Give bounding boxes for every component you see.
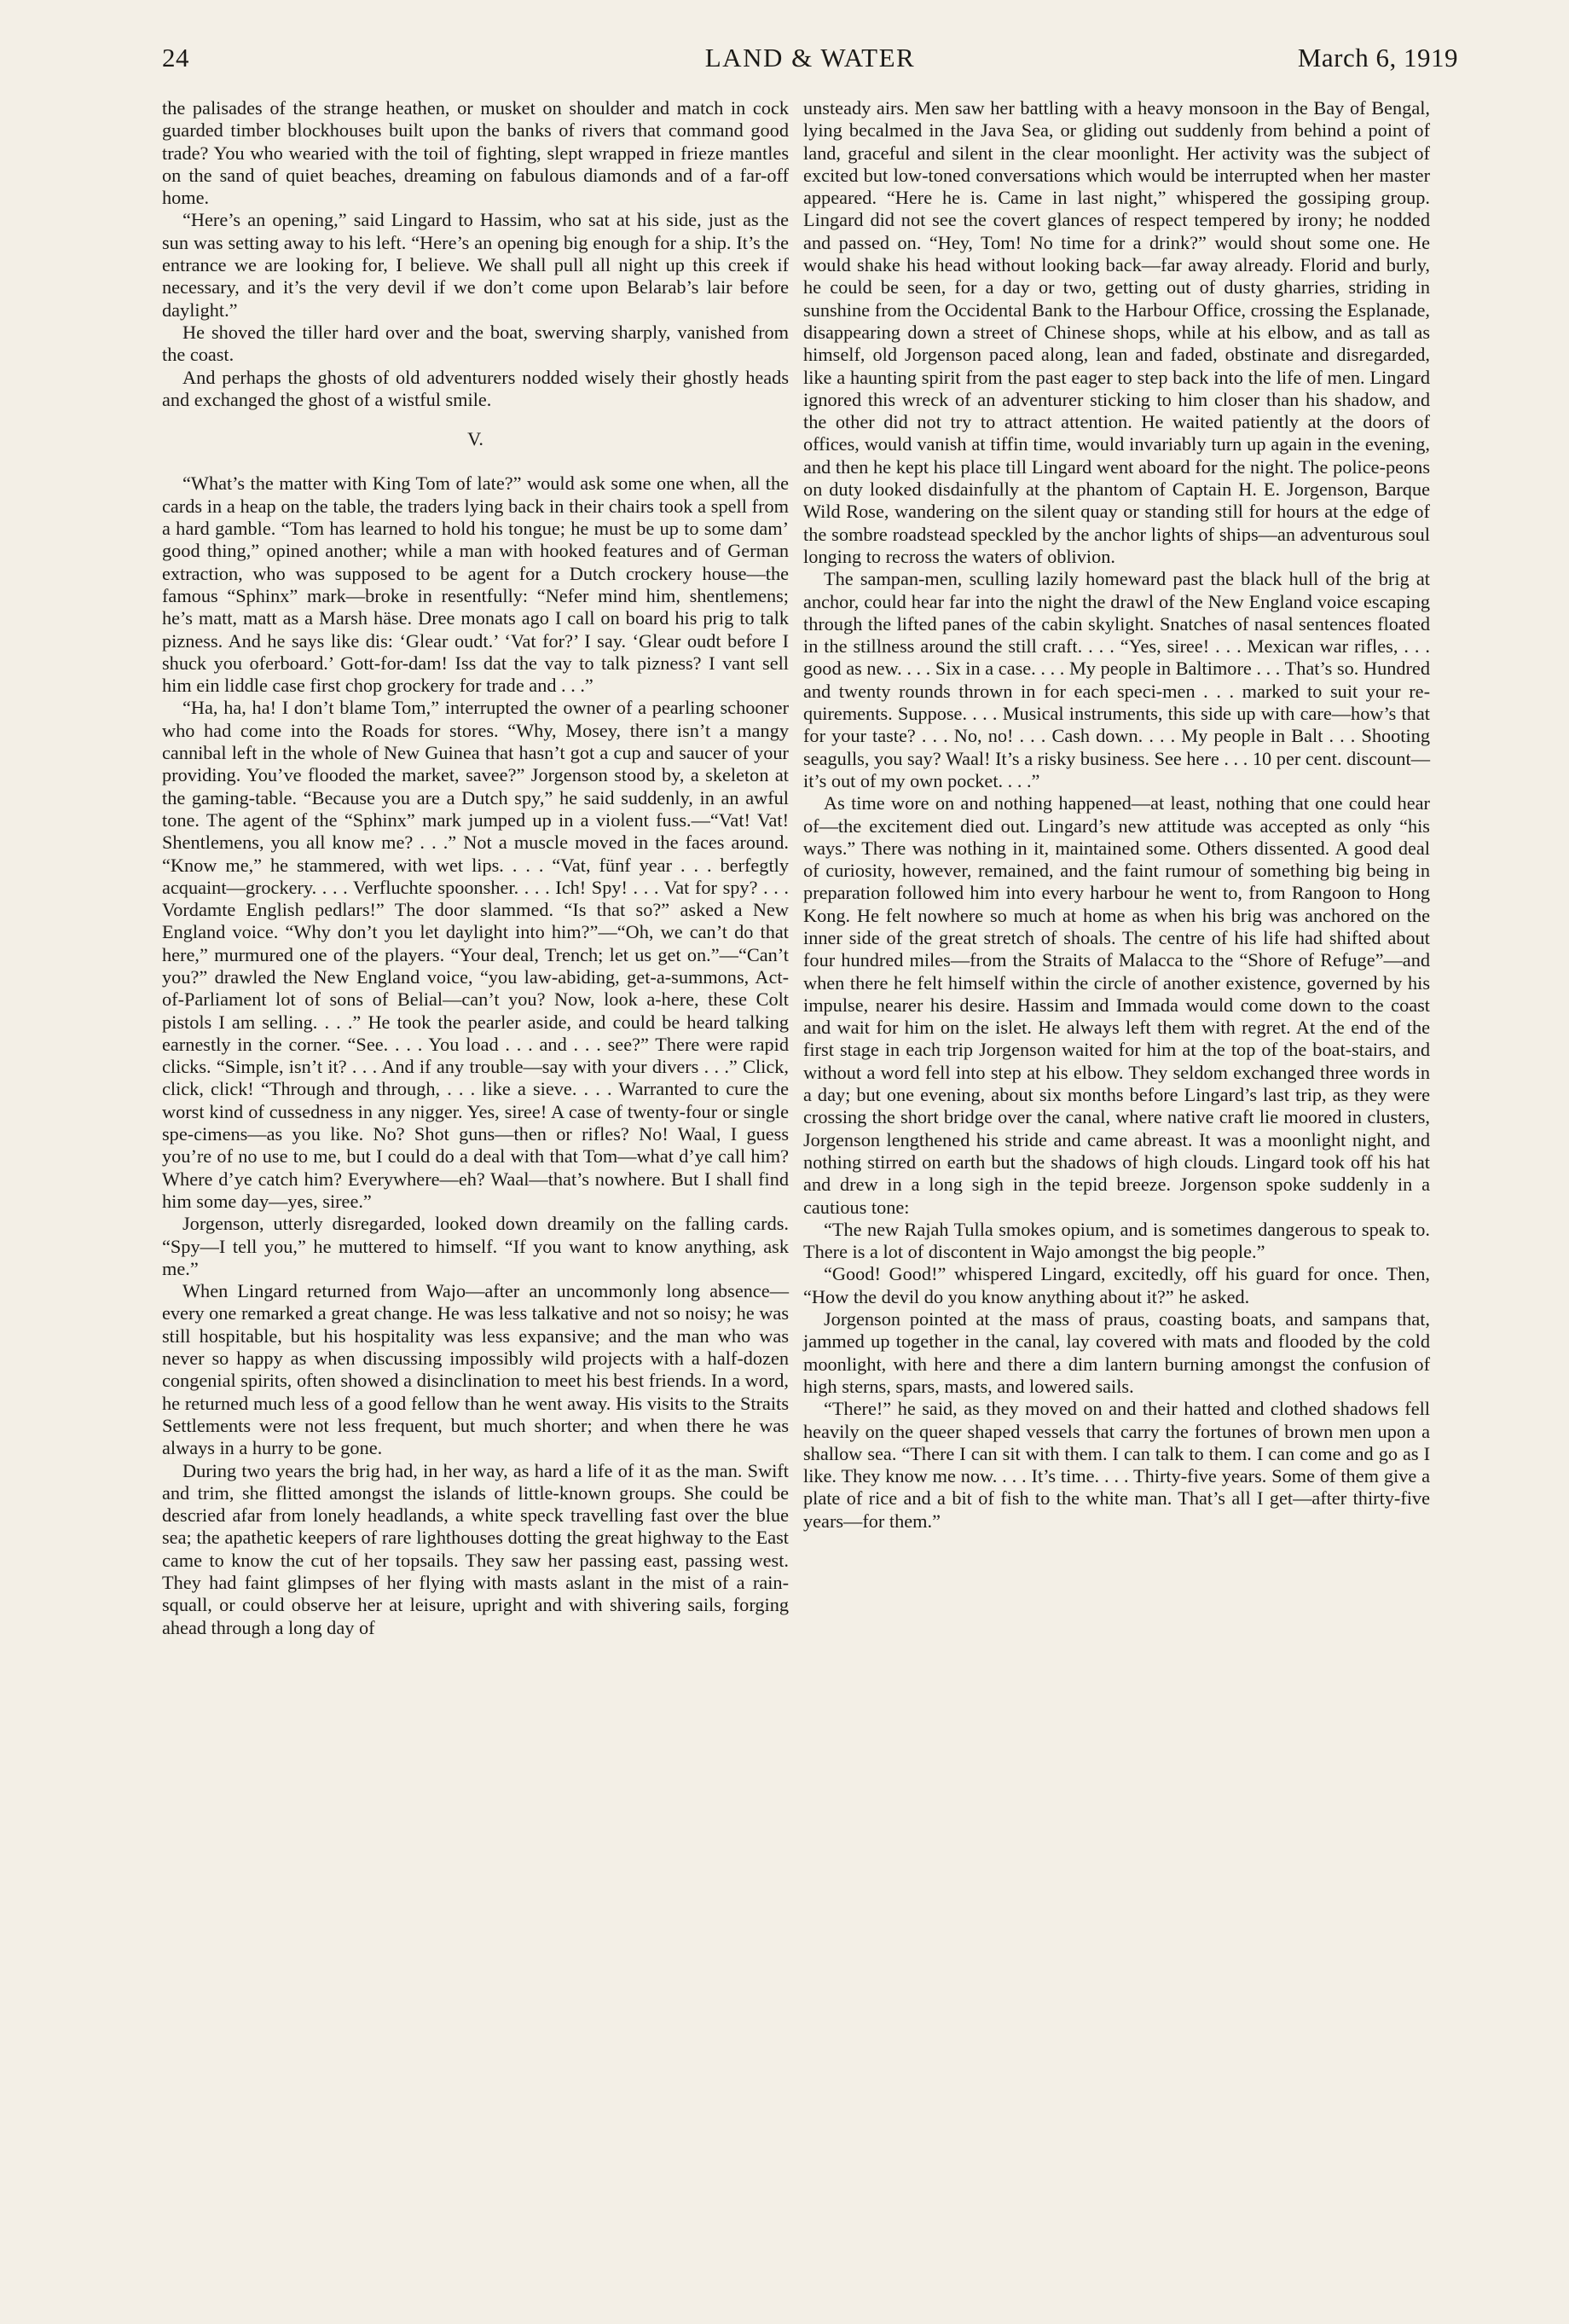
chapter-heading: V.: [467, 428, 483, 450]
page-header: [162, 43, 1458, 85]
paragraph: “There!” he said, as they moved on and their hatted and clothed shadows fell heavily on the queer shaped vessels that carry the fortunes of brown men upon a shallow sea. “There I can sit with them. I can talk to them. I can come and go as I like. They know me now. . . . It’s time. . . . Thirty-five years. Some of them give a plate of rice and a bit of fish to the white man. That’s all I get—after thirty-five years—for them.”: [803, 1398, 1430, 1532]
paragraph: Jorgenson pointed at the mass of praus, coasting boats, and sampans that, jammed up together in the canal, lay covered with mats and flooded by the cold moonlight, with here and there a dim lantern burning amongst the confusion of high sterns, spars, masts, and lowered sails.: [803, 1308, 1430, 1397]
paragraph: unsteady airs. Men saw her battling with a heavy monsoon in the Bay of Bengal, lying becalmed in the Java Sea, or gliding out suddenly from behind a point of land, graceful and silent in the clear moonlight. Her activity was the subject of excited but low-toned conversations which would be interrupted when her master appeared. “Here he is. Came in last night,” whispered the gossiping group. Lingard did not see the covert glances of respect tempered by irony; he nodded and passed on. “Hey, Tom! No time for a drink?” would shout some one. He would shake his head without looking back—far away already. Florid and burly, he could be seen, for a day or two, getting out of dusty gharries, striding in sunshine from the Occidental Bank to the Harbour Office, crossing the Esplanade, disappearing down a street of Chinese shops, while at his elbow, and as tall as himself, old Jorgenson paced along, lean and faded, obstinate and disregarded, like a haunting spirit from the past eager to step back into the life of men. Lingard ignored this wreck of an adventurer sticking to him closer than his shadow, and the other did not try to attract attention. He waited patiently at the doors of offices, would vanish at tiffin time, would invariably turn up again in the evening, and then he kept his place till Lingard went aboard for the night. The police-peons on duty looked disdainfully at the phantom of Captain H. E. Jorgenson, Barque Wild Rose, wandering on the silent quay or standing still for hours at the edge of the sombre roadstead speckled by the anchor lights of ships—an adventurous soul longing to recross the waters of oblivion.: [803, 97, 1430, 567]
paragraph: He shoved the tiller hard over and the boat, swerving sharply, vanished from the coast.: [162, 321, 789, 366]
issue-date: March 6, 1919: [1297, 43, 1458, 72]
paragraph: “What’s the matter with King Tom of late?” would ask some one when, all the cards in a heap on the table, the traders lying back in their chairs took a spell from a hard gamble. “Tom has learned to hold his tongue; he must be up to some dam’ good thing,” opined another; while a man with hooked features and of German extraction, who was supposed to be agent for a Dutch crockery house—the famous “Sphinx” mark—broke in resentfully: “Nefer mind him, shentlemens; he’s matt, matt as a Marsh häse. Dree monats ago I call on board his prig to talk pizness. And he says like dis: ‘Glear oudt.’ ‘Vat for?’ I say. ‘Glear oudt before I shuck you oferboard.’ Gott-for-dam! Iss dat the vay to talk pizness? I vant sell him ein liddle case first chop grockery for trade and . . .”: [162, 472, 789, 697]
paragraph: As time wore on and nothing happened—at least, nothing that one could hear of—the excitement died out. Lingard’s new attitude was accepted as only “his ways.” There was nothing in it, maintained some. Others dissented. A good deal of curiosity, however, remained, and the faint rumour of something big being in preparation followed him into every harbour he went to, from Rangoon to Hong Kong. He felt nowhere so much at home as when his brig was anchored on the inner side of the great stretch of shoals. The centre of his life had shifted about four hundred miles—from the Straits of Malacca to the “Shore of Refuge”—and when there he felt himself within the circle of another existence, governed by his impulse, nearer his desire. Hassim and Immada would come down to the coast and wait for him on the islet. He always left them with regret. At the end of the first stage in each trip Jorgenson waited for him at the top of the boat-stairs, and without a word fell into step at his elbow. They seldom exchanged three words in a day; but one evening, about six months before Lingard’s last trip, as they were crossing the short bridge over the canal, where native craft lie moored in clusters, Jorgenson lengthened his stride and came abreast. It was a moonlight night, and nothing stirred on earth but the shadows of high clouds. Lingard took off his hat and drew in a long sigh in the tepid breeze. Jorgenson spoke suddenly in a cautious tone:: [803, 792, 1430, 1218]
paragraph: And perhaps the ghosts of old adventurers nodded wisely their ghostly heads and exchanged the ghost of a wistful smile.: [162, 366, 789, 410]
masthead: LAND & WATER: [704, 43, 916, 72]
left-column: [162, 97, 789, 1639]
paragraph: “The new Rajah Tulla smokes opium, and is sometimes dangerous to speak to. There is a lot of discontent in Wajo amongst the big people.”: [803, 1218, 1430, 1263]
paragraph: Jorgenson, utterly disregarded, looked down dreamily on the falling cards. “Spy—I tell you,” he muttered to himself. “If you want to know anything, ask me.”: [162, 1213, 789, 1279]
page-number: 24: [162, 43, 189, 72]
paragraph: “Ha, ha, ha! I don’t blame Tom,” interrupted the owner of a pearling schooner who had come into the Roads for stores. “Why, Mosey, there isn’t a mangy cannibal left in the whole of New Guinea that hasn’t got a cup and saucer of your providing. You’ve flooded the market, savee?” Jorgenson stood by, a skeleton at the gaming-table. “Because you are a Dutch spy,” he said suddenly, in an awful tone. The agent of the “Sphinx” mark jumped up in a violent fuss.—“Vat! Vat! Shentlemens, you all know me? . . .” Not a muscle moved in the faces around. “Know me,” he stammered, with wet lips. . . . “Vat, fünf year . . . berfegtly acquaint—grockery. . . . Verfluchte spoonsher. . . . Ich! Spy! . . . Vat for spy? . . . Vordamte English pedlars!” The door slammed. “Is that so?” asked a New England voice. “Why don’t you let daylight into him?”—“Oh, we can’t do that here,” murmured one of the players. “Your deal, Trench; let us get on.”—“Can’t you?” drawled the New England voice, “you law-abiding, get-a-summons, Act-of-Parliament lot of sons of Belial—can’t you? Now, look a-here, these Colt pistols I am selling. . . .” He took the pearler aside, and could be heard talking earnestly in the corner. “See. . . . You load . . . and . . . see?” There were rapid clicks. “Simple, isn’t it? . . . And if any trouble—say with your divers . . .” Click, click, click! “Through and through, . . . like a sieve. . . . Warranted to cure the worst kind of cussedness in any nigger. Yes, siree! A case of twenty-four or single spe-cimens—as you like. No? Shot guns—then or rifles? No! Waal, I guess you’re of no use to me, but I could do a deal with that Tom—what d’ye call him? Where d’ye catch him? Everywhere—eh? Waal—that’s nowhere. But I shall find him some day—yes, siree.”: [162, 697, 789, 1212]
paragraph: “Good! Good!” whispered Lingard, excitedly, off his guard for once. Then, “How the devil do you know anything about it?” he asked.: [803, 1263, 1430, 1307]
paragraph: When Lingard returned from Wajo—after an uncommonly long absence—every one remarked a great change. He was less talkative and not so noisy; he was still hospitable, but his hospitality was less expansive; and the man who was never so happy as when discussing impossibly wild projects with a half-dozen congenial spirits, often showed a disinclination to meet his best friends. In a word, he returned much less of a good fellow than he went away. His visits to the Straits Settlements were not less frequent, but much shorter; and when there he was always in a hurry to be gone.: [162, 1280, 789, 1459]
paragraph: the palisades of the strange heathen, or musket on shoulder and match in cock guarded timber blockhouses built upon the banks of rivers that command good trade? You who wearied with the toil of fighting, slept wrapped in frieze mantles on the sand of quiet beaches, dreaming on fabulous diamonds and of a far-off home.: [162, 97, 789, 209]
paragraph: During two years the brig had, in her way, as hard a life of it as the man. Swift and trim, she flitted amongst the islands of little-known groups. She could be descried afar from lonely headlands, a white speck travelling fast over the blue sea; the apathetic keepers of rare lighthouses dotting the great highway to the East came to know the cut of her topsails. They saw her passing east, passing west. They had faint glimpses of her flying with masts aslant in the mist of a rain-squall, or could observe her at leisure, upright and with shivering sails, forging ahead through a long day of: [162, 1459, 789, 1638]
paragraph: The sampan-men, sculling lazily homeward past the black hull of the brig at anchor, could hear far into the night the drawl of the New England voice escaping through the lifted panes of the cabin skylight. Snatches of nasal sentences floated in the stillness around the still craft. . . . “Yes, siree! . . . Mexican war rifles, . . . good as new. . . . Six in a case. . . . My people in Baltimore . . . That’s so. Hundred and twenty rounds thrown in for each speci-men . . . marked to suit your re-quirements. Suppose. . . . Musical instruments, this side up with care—how’s that for your taste? . . . No, no! . . . Cash down. . . . My people in Balt . . . Shooting seagulls, you say? Waal! It’s a risky business. See here . . . 10 per cent. discount—it’s out of my own pocket. . . .”: [803, 568, 1430, 791]
paragraph: “Here’s an opening,” said Lingard to Hassim, who sat at his side, just as the sun was setting away to his left. “Here’s an opening big enough for a ship. It’s the entrance we are looking for, I believe. We shall pull all night up this creek if necessary, and it’s the very devil if we don’t come upon Belarab’s lair before daylight.”: [162, 209, 789, 321]
right-column: [803, 97, 1430, 1533]
